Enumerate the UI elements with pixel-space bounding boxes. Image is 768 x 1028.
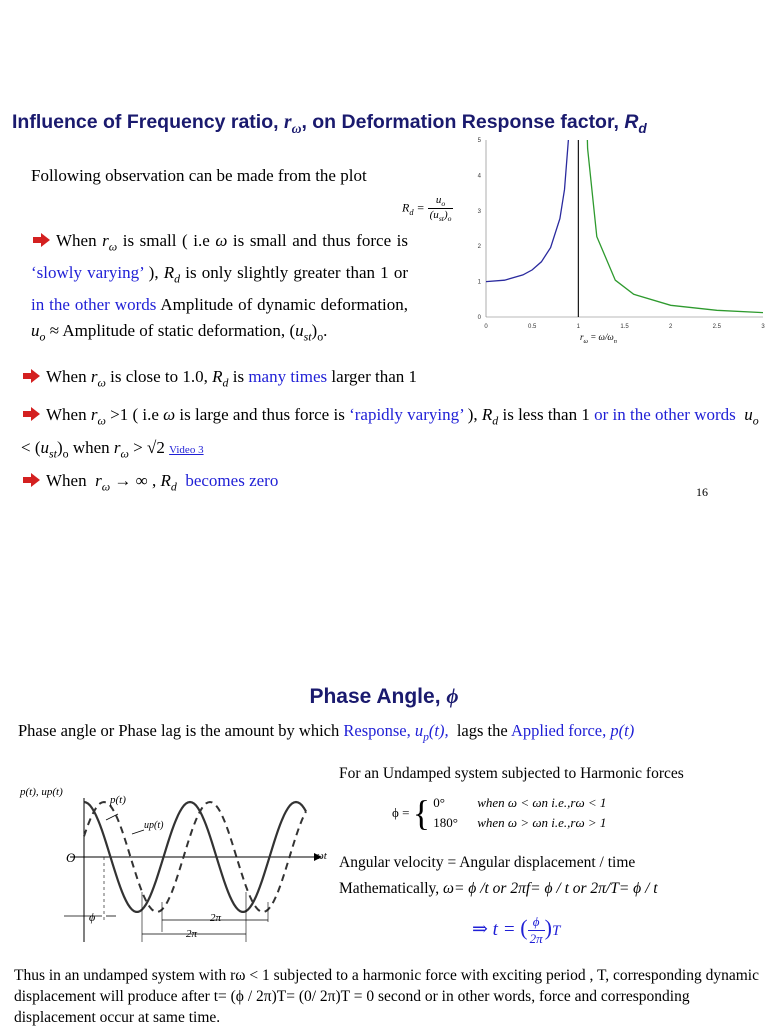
phase-definition: Phase angle or Phase lag is the amount by which Response, $u_p(t)$, lags the Applied force, p(t)	[18, 721, 635, 744]
chart-x-tick: 0.5	[527, 324, 537, 330]
title-symbol-r: $r_\omega$	[283, 112, 302, 136]
conclusion-text: Thus in an undamped system with rω < 1 subjected to a harmonic force with exciting period , T, corresponding dynamic displacement will produce after t= (ϕ / 2π)T= (0/ 2π)T = 0 second or in other words, force and corresponding displacement occur at same time.	[14, 967, 759, 1026]
wave-pt-label: p(t)	[110, 794, 126, 806]
page-number: 16	[696, 485, 708, 499]
chart-x-tick: 1	[576, 324, 581, 330]
angular-velocity-text: Angular velocity = Angular displacement / time	[339, 854, 636, 871]
t-equation: ⇒ t = ( $\frac{\phi}{2\pi}$ )T	[472, 914, 561, 946]
chart-x-tick: 3	[761, 324, 765, 330]
chart-y-tick: 0	[477, 315, 481, 321]
chart-y-tick: 3	[477, 208, 481, 215]
chart-series-2	[583, 136, 763, 313]
chart-x-tick: 2	[668, 324, 673, 330]
bullet-2: When $r_\omega$ is close to 1.0, $R_d$ is many times larger than 1	[21, 367, 761, 390]
chart-y-tick: 1	[477, 279, 481, 286]
wave-2pi-label-b: 2π	[186, 928, 198, 940]
title-text-a: Influence of Frequency ratio,	[12, 111, 279, 133]
title-text-b: , on Deformation Response factor,	[301, 111, 619, 133]
phase-wave-figure	[14, 782, 336, 952]
bullet-arrow-icon	[41, 233, 50, 247]
chart-x-tick: 0	[484, 324, 488, 330]
chart-y-tick: 2	[477, 244, 481, 251]
chart-x-tick: 1.5	[620, 324, 629, 330]
phi-cases: ϕ = { 0° when ω < ωn i.e.,rω < 1 180° when ω > ωn i.e.,rω > 1	[392, 793, 607, 833]
response-factor-chart	[468, 136, 768, 352]
rd-formula: $R_d$ = $\frac{u_o}{(u_{st})_o}$	[402, 194, 452, 224]
wave-2pi-label-a: 2π	[210, 912, 222, 924]
chart-x-label: $r_\omega = \omega/\omega_n$	[580, 332, 617, 345]
wave-phi-label: ϕ	[89, 910, 96, 924]
slide-1-title	[12, 111, 768, 137]
chart-y-tick: 5	[477, 138, 481, 144]
wave-wt-label: ωt	[316, 850, 327, 862]
chart-x-tick: 2.5	[712, 324, 722, 330]
wave-y-label: p(t), up(t)	[20, 786, 63, 798]
wave-upt-pointer	[132, 830, 144, 834]
mathematically-text: Mathematically, ω= ϕ /t or 2πf= ϕ / t or 2π/T= ϕ / t	[339, 880, 658, 897]
title-symbol-rd: $R_d$	[624, 111, 647, 136]
slide-2-title: Phase Angle, ϕ	[309, 684, 459, 708]
intro-text: Following observation can be made from the plot	[31, 166, 367, 185]
wave-origin-label: O	[66, 850, 76, 865]
wave-upt-label: up(t)	[144, 820, 164, 831]
chart-series-1	[486, 136, 574, 282]
bullet-3: When $r_\omega >1$ ( i.e ω is large and thus force is ‘rapidly varying’ ), $R_d$ is less than 1 or in the other words $u_o < (u_{st})_o$ when $r_\omega > √2$ Video 3	[21, 405, 759, 461]
bullet-arrow-icon	[31, 407, 40, 421]
undamped-text: For an Undamped system subjected to Harmonic forces	[339, 765, 684, 782]
video-link[interactable]: Video 3	[169, 444, 204, 457]
bullet-1: When $r_\omega$ is small ( i.e ω is small and thus force is ‘slowly varying’ ), $R_d$ is only slightly greater than 1 or in the other words Amplitude of dynamic deformation, $u_o$ ≈ Amplitude of static deformation, $(u_{st})_o$.	[31, 231, 409, 344]
bullet-arrow-icon	[31, 369, 40, 383]
chart-y-tick: 4	[477, 173, 481, 180]
bullet-4: When $r_\omega$ → ∞ , $R_d$ becomes zero	[21, 471, 521, 494]
bullet-arrow-icon	[31, 473, 40, 487]
